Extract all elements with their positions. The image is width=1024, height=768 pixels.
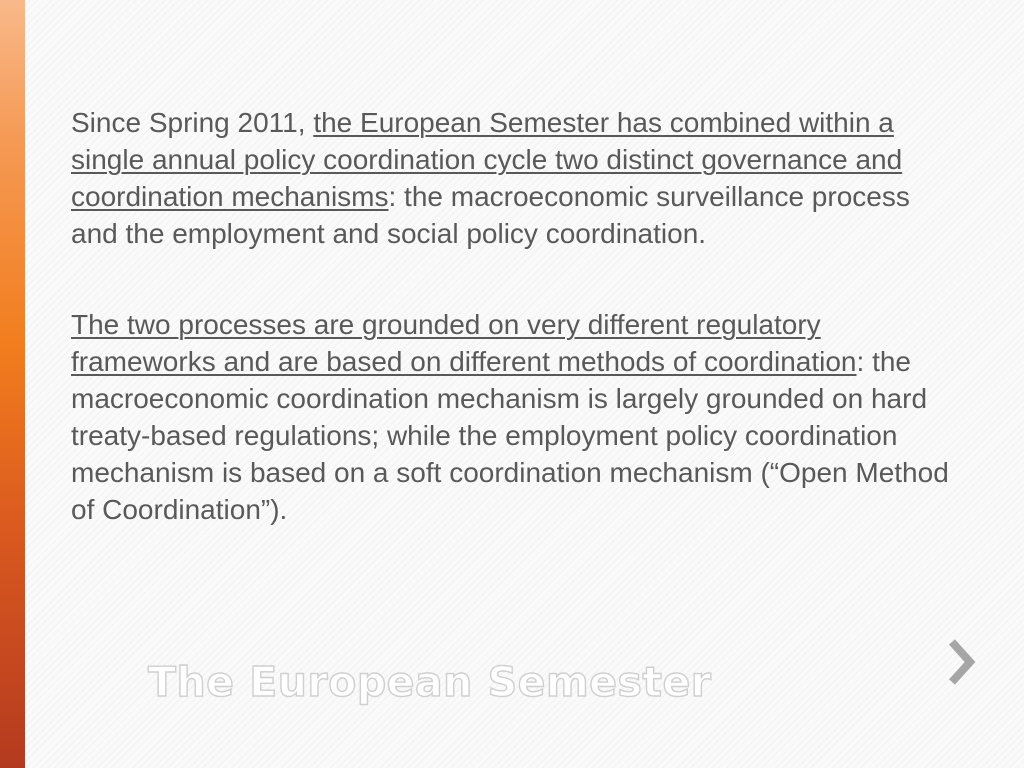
- paragraph-2: [71, 306, 961, 528]
- paragraph-2-underlined: The two processes are grounded on very different regulatory frameworks and are based on different methods of coordination: [71, 309, 857, 377]
- chevron-right-icon[interactable]: [940, 632, 980, 692]
- paragraph-1-lead: Since Spring 2011,: [71, 107, 314, 138]
- slide-title: The European Semester: [148, 658, 712, 706]
- paragraph-1-rest: : the macroeconomic surveillance process and the employment and social policy coordination.: [71, 181, 910, 249]
- slide-body: [71, 104, 961, 582]
- paragraph-1-underlined: the European Semester has combined within a single annual policy coordination cycle two distinct governance and coordination mechanisms: [71, 107, 903, 212]
- accent-bar: [0, 0, 25, 768]
- paragraph-1: [71, 104, 961, 252]
- paragraph-2-rest: : the macroeconomic coordination mechanism is largely grounded on hard treaty-based regulations; while the employment policy coordination mechanism is based on a soft coordination mechanism (“Open Method of Coordination”).: [71, 346, 949, 525]
